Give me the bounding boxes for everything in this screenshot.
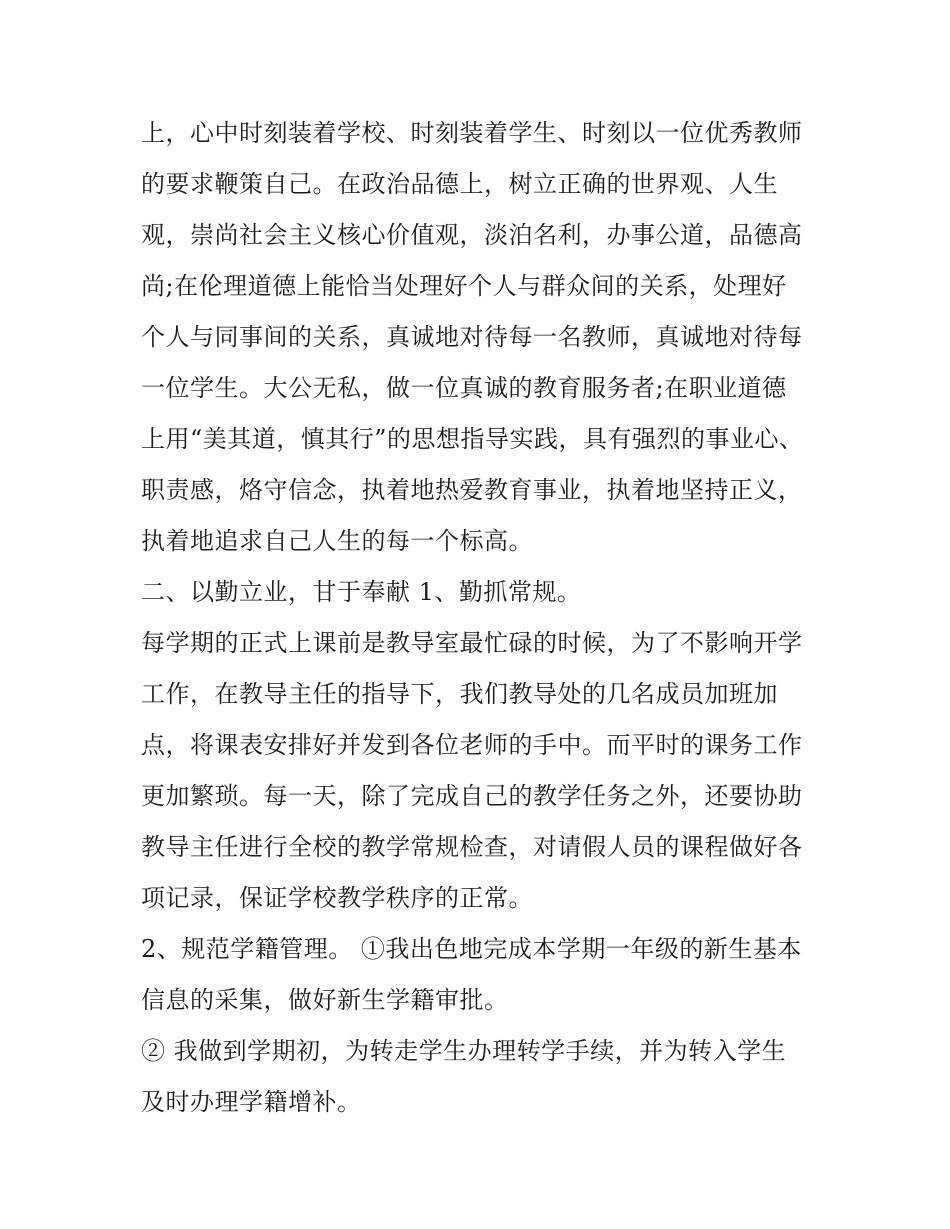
text-line: 上用“美其道，慎其行”的思想指导实践，具有强烈的事业心、 [141, 425, 804, 453]
text-line: ② 我做到学期初，为转走学生办理转学手续，并为转入学生 [141, 1037, 787, 1065]
text-line: 教导主任进行全校的教学常规检查，对请假人员的课程做好各 [141, 833, 803, 861]
text-line: 2、规范学籍管理。 ①我出色地完成本学期一年级的新生基本 [141, 935, 802, 963]
text-line: 上，心中时刻装着学校、时刻装着学生、时刻以一位优秀教师 [141, 119, 803, 147]
text-line: 尚;在伦理道德上能恰当处理好个人与群众间的关系，处理好 [141, 272, 787, 300]
text-line: 项记录，保证学校教学秩序的正常。 [141, 884, 533, 912]
text-line: 个人与同事间的关系，真诚地对待每一名教师，真诚地对待每 [141, 323, 803, 351]
text-line: 一位学生。大公无私，做一位真诚的教育服务者;在职业道德 [141, 374, 787, 402]
body-text [141, 108, 821, 1128]
text-line: 及时办理学籍增补。 [141, 1088, 362, 1116]
text-line: 的要求鞭策自己。在政治品德上，树立正确的世界观、人生 [141, 170, 778, 198]
text-line: 职责感，烙守信念，执着地热爱教育事业，执着地坚持正义， [141, 476, 803, 504]
text-line: 执着地追求自己人生的每一个标高。 [141, 527, 533, 555]
section-heading: 二、以勤立业，甘于奉献 1、勤抓常规。 [141, 578, 582, 606]
text-line: 更加繁琐。每一天，除了完成自己的教学任务之外，还要协助 [141, 782, 803, 810]
text-line: 工作，在教导主任的指导下，我们教导处的几名成员加班加 [141, 680, 778, 708]
text-line: 信息的采集，做好新生学籍审批。 [141, 986, 509, 1014]
text-line: 点，将课表安排好并发到各位老师的手中。而平时的课务工作 [141, 731, 803, 759]
text-line: 观，崇尚社会主义核心价值观，淡泊名利，办事公道，品德高 [141, 221, 803, 249]
text-line: 每学期的正式上课前是教导室最忙碌的时候，为了不影响开学 [141, 629, 803, 657]
